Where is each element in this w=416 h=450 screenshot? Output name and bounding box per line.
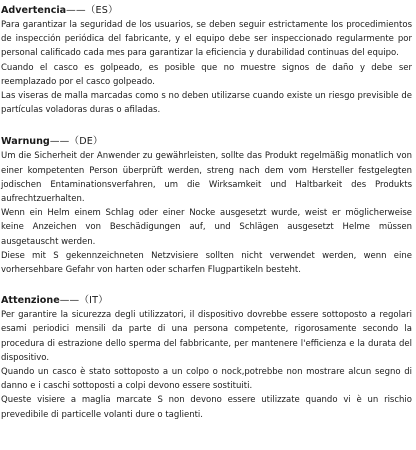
section-german xyxy=(1,135,412,277)
language-code: ——（ES） xyxy=(66,5,118,16)
language-code: ——（IT） xyxy=(59,295,108,307)
section-italian xyxy=(1,294,412,422)
paragraph: Wenn ein Helm einem Schlag oder einer Nocke ausgesetzt wurde, weist er möglicherweise keine Anzeichen von Beschädigungen auf, und Schlägen ausgesetzt Helme müssen ausgetauscht werden. xyxy=(1,208,412,247)
paragraph: Cuando el casco es golpeado, es posible que no muestre signos de daño y debe ser reemplazado por el casco golpeado. xyxy=(1,62,412,87)
heading-word: Warnung xyxy=(1,136,50,148)
paragraph: Las viseras de malla marcadas como s no deben utilizarse cuando existe un riesgo previsible de partículas voladoras duras o afiladas. xyxy=(1,91,412,116)
language-code: ——（DE） xyxy=(49,136,103,148)
paragraph: Per garantire la sicurezza degli utilizzatori, il dispositivo dovrebbe essere sottoposto a regolari esami periodici mensili da parte di una persona competente, rigorosamente secondo la procedura di estrazione dello sperma del fabbricante, per mantenere l'efficienza e la durata del dispositivo. xyxy=(1,310,412,363)
section-heading-italian xyxy=(1,294,412,307)
paragraph: Para garantizar la seguridad de los usuarios, se deben seguir estrictamente los procedimientos de inspección periódica del fabricante, y el equipo debe ser inspeccionado regularmente por personal calificado cada mes para garantizar la eficiencia y durabilidad continuas del equipo. xyxy=(1,20,412,59)
paragraph: Um die Sicherheit der Anwender zu gewährleisten, sollte das Produkt regelmäßig monatlich von einer kompetenten Person überprüft werden, streng nach dem vom Hersteller festgelegten jodischen Entaminationsverfahren, um die Wirksamkeit und Haltbarkeit des Produkts aufrechtzuerhalten. xyxy=(1,151,412,205)
paragraph: Quando un casco è stato sottoposto a un colpo o nock,potrebbe non mostrare alcun segno di danno e i caschi sottoposti a colpi devono essere sostituiti. xyxy=(1,367,412,392)
section-heading-spanish xyxy=(1,4,412,17)
paragraph: Queste visiere a maglia marcate S non devono essere utilizzate quando vi è un rischio prevedibile di particelle volanti dure o taglienti. xyxy=(1,395,412,420)
heading-word: Advertencia xyxy=(1,5,67,16)
paragraph: Diese mit S gekennzeichneten Netzvisiere sollten nicht verwendet werden, wenn eine vorhersehbare Gefahr von harten oder scharfen Flugpartikeln besteht. xyxy=(1,250,412,276)
heading-word: Attenzione xyxy=(1,295,60,307)
section-spanish xyxy=(1,4,412,117)
section-heading-german xyxy=(1,135,412,148)
